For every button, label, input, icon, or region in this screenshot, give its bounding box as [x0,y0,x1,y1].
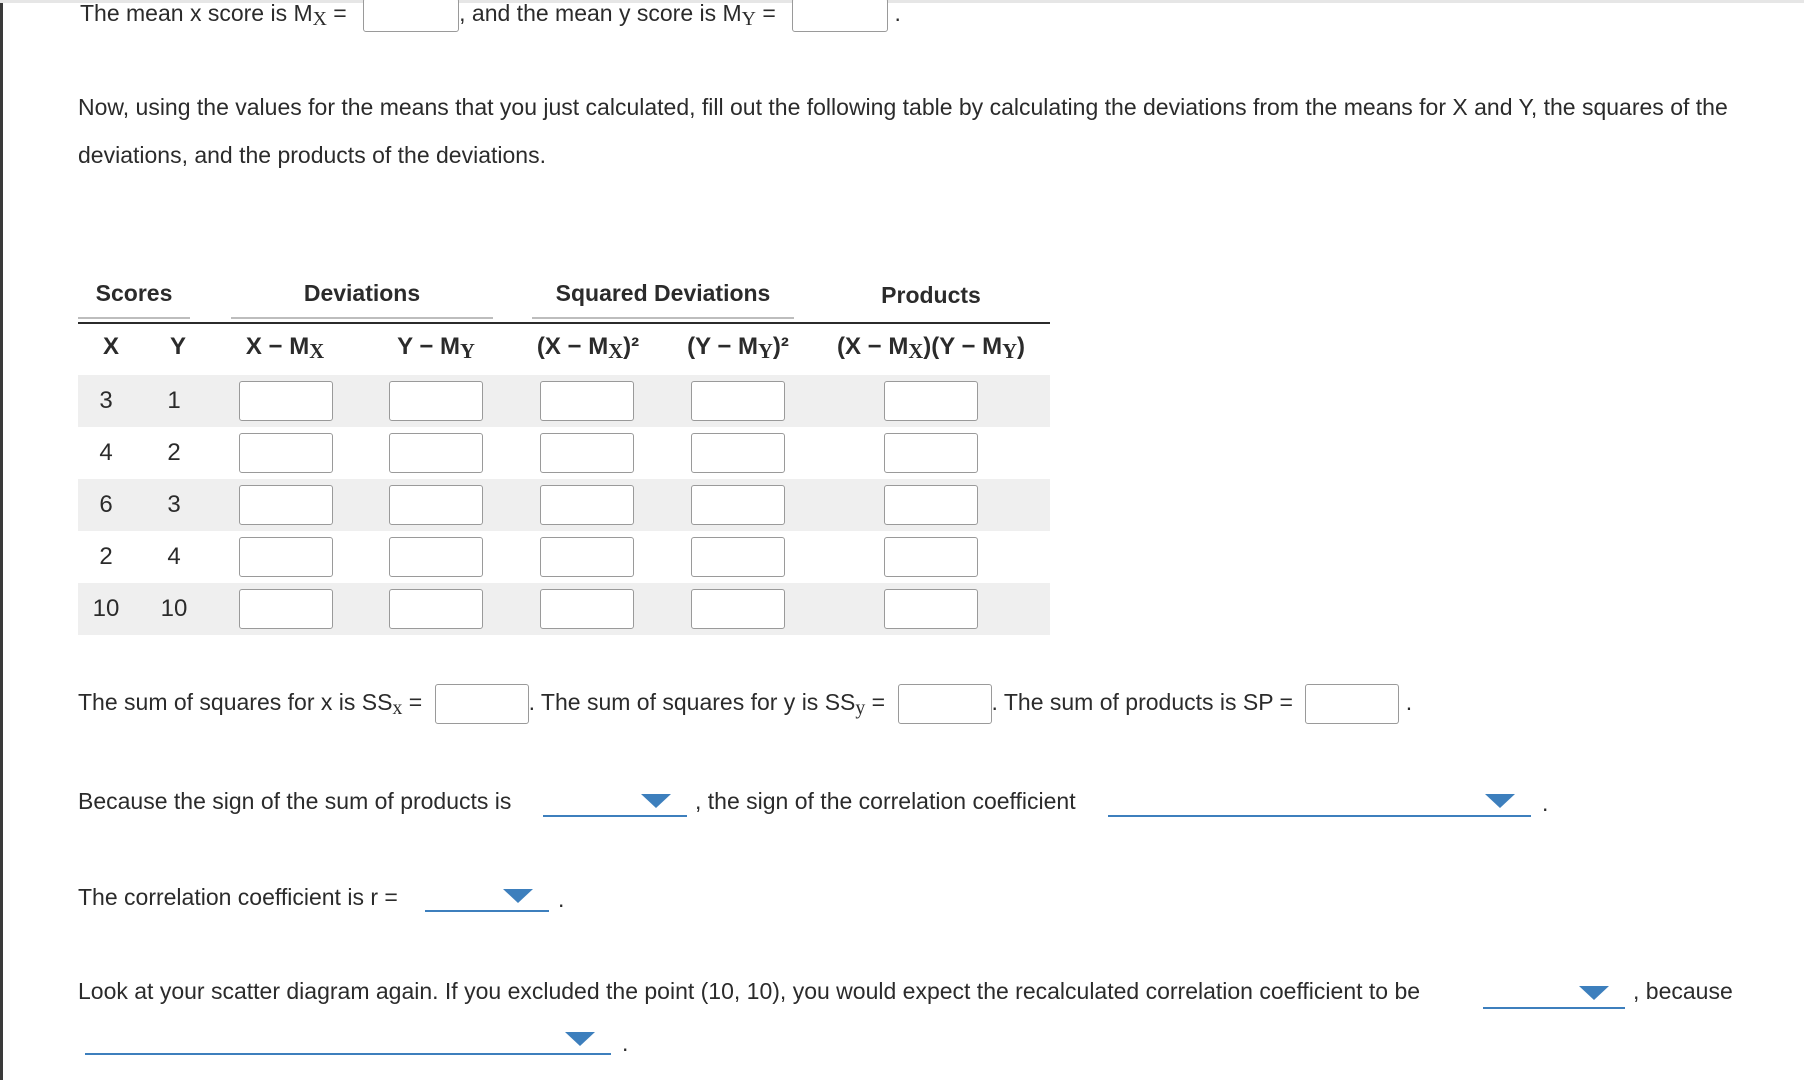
product-input[interactable] [884,433,978,473]
table-row [78,479,1050,531]
y-squared-deviation-input[interactable] [691,433,785,473]
y-deviation-input[interactable] [389,537,483,577]
ssy-label: . The sum of squares for y is SS [528,689,856,716]
col-header-x-sq [523,333,653,361]
x-squared-deviation-input[interactable] [540,381,634,421]
x-squared-deviation-input[interactable] [540,485,634,525]
table-row [78,427,1050,479]
y-deviation-input[interactable] [389,589,483,629]
cell-y: 2 [167,439,181,466]
cell-y: 3 [167,491,181,518]
x-squared-deviation-input[interactable] [540,537,634,577]
x-sq-sub: X [608,340,624,363]
product-input[interactable] [884,485,978,525]
group-underline-scores [78,317,190,319]
y-dev-sub: Y [460,340,475,363]
product-input[interactable] [884,537,978,577]
prod-label-a: (X − M [836,333,909,360]
instructions-line-2: deviations, and the products of the deviations. [78,142,546,168]
sums-line [78,684,1412,724]
product-input[interactable] [884,589,978,629]
y-squared-deviation-input[interactable] [691,381,785,421]
chevron-down-icon [503,889,533,903]
y-deviation-input[interactable] [389,381,483,421]
cell-x: 4 [99,439,113,466]
sums-period: . [1405,689,1413,716]
x-squared-deviation-input[interactable] [540,589,634,629]
table-header-rule [78,322,1050,324]
col-header-y-sq [673,333,803,361]
cell-y: 10 [160,595,188,622]
x-deviation-input[interactable] [239,381,333,421]
x-deviation-input[interactable] [239,433,333,473]
means-line [80,0,901,32]
table-row [78,375,1050,427]
sign-of-sum-label: Because the sign of the sum of products is [78,788,512,814]
x-dev-sub: X [309,340,325,363]
chevron-down-icon [1485,794,1515,808]
chevron-down-icon [1579,986,1609,1000]
ssx-label: The sum of squares for x is SS [78,689,393,716]
sign-of-sum-dropdown[interactable] [543,783,687,817]
table-row [78,583,1050,635]
x-dev-label: X − M [245,333,310,360]
mean-y-input[interactable] [792,0,888,32]
ssy-subscript: y [855,696,866,719]
ssx-equals: = [402,689,423,716]
sp-label: . The sum of products is SP = [991,689,1293,716]
chevron-down-icon [641,794,671,808]
x-sq-label: (X − M [536,333,609,360]
sp-input[interactable] [1305,684,1399,724]
y-sq-label: (Y − M [687,333,759,360]
prod-label-b: )(Y − M [923,333,1003,360]
prod-sub-a: X [908,340,924,363]
prod-label-end: ) [1017,333,1026,360]
x-deviation-input[interactable] [239,589,333,629]
col-header-x: X [102,333,119,360]
sign-of-correlation-dropdown[interactable] [1108,783,1531,817]
scatter-line-period: . [622,1030,629,1056]
col-header-y: Y [169,333,186,360]
x-deviation-input[interactable] [239,537,333,577]
sign-of-correlation-label: , the sign of the correlation coefficient [695,788,1076,814]
x-sq-end: )² [623,333,640,360]
ssy-input[interactable] [898,684,992,724]
table-row [78,531,1050,583]
cell-x: 2 [99,543,113,570]
y-squared-deviation-input[interactable] [691,589,785,629]
x-squared-deviation-input[interactable] [540,433,634,473]
cell-y: 1 [167,387,181,414]
col-header-x-dev [225,333,345,361]
y-squared-deviation-input[interactable] [691,537,785,577]
scatter-question-text: Look at your scatter diagram again. If you excluded the point (10, 10), you would expect the recalculated correlation coefficient to be [78,978,1421,1004]
y-sq-end: )² [772,333,789,360]
y-dev-label: Y − M [397,333,460,360]
x-deviation-input[interactable] [239,485,333,525]
y-deviation-input[interactable] [389,433,483,473]
y-deviation-input[interactable] [389,485,483,525]
correlation-label: The correlation coefficient is r = [78,884,398,910]
mx-subscript: X [312,7,327,30]
r-line-period: . [558,886,565,912]
sign-line-period: . [1542,790,1549,816]
recalculated-correlation-dropdown[interactable] [1483,975,1625,1009]
reason-dropdown[interactable] [85,1021,611,1055]
col-header-products [820,333,1042,361]
col-header-y-dev [376,333,496,361]
means-my-label: , and the mean y score is M [459,0,742,27]
cell-x: 3 [99,387,113,414]
ssx-input[interactable] [435,684,529,724]
mean-x-input[interactable] [363,0,459,32]
ssy-equals: = [865,689,886,716]
group-underline-squared [532,317,794,319]
cell-x: 10 [92,595,120,622]
cell-x: 6 [99,491,113,518]
instructions-line-1: Now, using the values for the means that you just calculated, fill out the following table by calculating the deviations from the means for X and Y, the squares of the [78,94,1728,120]
group-header-scores: Scores [95,280,173,306]
cell-y: 4 [167,543,181,570]
because-label: , because [1633,978,1733,1004]
group-header-deviations: Deviations [303,280,421,306]
left-border [0,0,3,1080]
chevron-down-icon [565,1032,595,1046]
mx-equals: = [326,0,347,27]
means-period: . [894,0,901,27]
correlation-value-dropdown[interactable] [425,878,549,912]
prod-sub-b: Y [1002,340,1018,363]
group-header-squared-deviations: Squared Deviations [555,280,771,306]
my-equals: = [755,0,776,27]
group-header-products: Products [881,282,981,308]
means-mx-label: The mean x score is M [80,0,313,27]
ssx-subscript: x [392,696,403,719]
my-subscript: Y [741,7,756,30]
product-input[interactable] [884,381,978,421]
y-sq-sub: Y [758,340,773,363]
group-underline-deviations [231,317,493,319]
y-squared-deviation-input[interactable] [691,485,785,525]
